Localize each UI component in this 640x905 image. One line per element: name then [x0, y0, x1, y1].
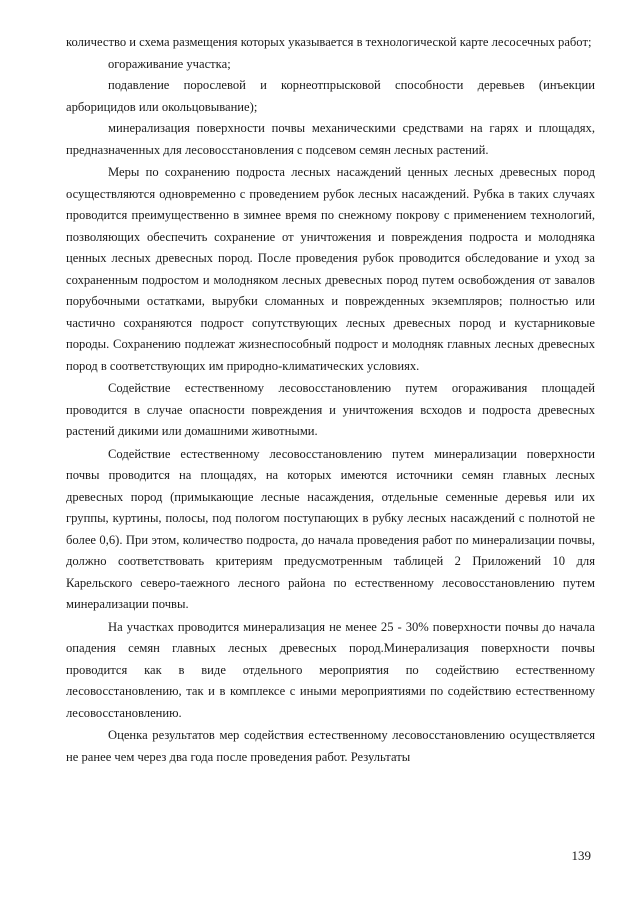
paragraph-3: подавление порослевой и корнеотпрысковой способности деревьев (инъекции арборицидов или окольцовывание); — [66, 78, 595, 114]
paragraph-9: Оценка результатов мер содействия естественному лесовосстановлению осуществляется не ранее чем через два года после проведения работ. Результаты — [66, 728, 595, 764]
body-text — [66, 32, 595, 768]
paragraph-4: минерализация поверхности почвы механическими средствами на гарях и площадях, предназначенных для лесовосстановления с подсевом семян лесных растений. — [66, 121, 595, 157]
paragraph-2: огораживание участка; — [108, 56, 231, 71]
page-number: 139 — [571, 848, 591, 863]
paragraph-7: Содействие естественному лесовосстановлению путем минерализации поверхности почвы проводится на площадях, на которых имеются источники семян главных лесных древесных пород (примыкающие лесные насаждения, отдельные семенные деревья или их группы, куртины, полосы, под пологом поступающих в рубку лесных насаждений с полнотой не более 0,6). При этом, количество подроста, до начала проведения работ по минерализации почвы, должно соответствовать критериям предусмотренным таблицей 2 Приложений 10 для Карельского северо-таежного лесного района по естественному лесовосстановлению путем минерализации почвы. — [66, 446, 595, 611]
paragraph-1: количество и схема размещения которых указывается в технологической карте лесосечных работ; — [66, 35, 592, 49]
paragraph-6: Содействие естественному лесовосстановлению путем огораживания площадей проводится в случае опасности повреждения и уничтожения всходов и подроста древесных растений дикими или домашними животными. — [66, 381, 595, 438]
paragraph-5: Меры по сохранению подроста лесных насаждений ценных лесных древесных пород осуществляются одновременно с проведением рубок лесных насаждений. Рубка в таких случаях проводится преимущественно в зимнее время по снежному покрову с применением технологий, позволяющих обеспечить сохранение от уничтожения и повреждения подроста и молодняка ценных лесных древесных пород. После проведения рубок проводится обследование и уход за сохраненным подростом и молодняком лесных древесных пород путем освобождения от завалов порубочными остатками, вырубки сломанных и поврежденных экземпляров; полностью или частично сохраняются подрост сопутствующих лесных древесных пород и кустарниковые породы. Сохранению подлежат жизнеспособный подрост и молодняк главных лесных древесных пород в соответствующих им природно-климатических условиях. — [66, 165, 595, 373]
paragraph-8: На участках проводится минерализация не менее 25 - 30% поверхности почвы до начала опадения семян главных лесных древесных пород.Минерализация поверхности почвы проводится как в виде отдельного мероприятия по содействию естественному лесовосстановлению, так и в комплексе с иными мероприятиями по содействию естественному лесовосстановлению. — [66, 619, 595, 720]
